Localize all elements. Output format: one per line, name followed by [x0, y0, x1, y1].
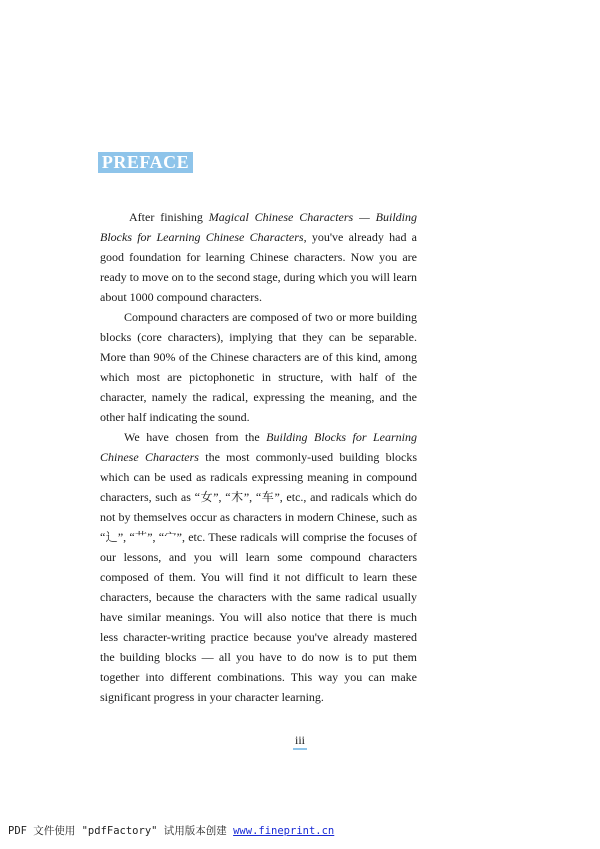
- paragraph-1-text-a: After finishing: [129, 210, 209, 224]
- page-number-label: iii: [293, 733, 307, 750]
- preface-heading-box: [98, 152, 193, 173]
- page-number: [0, 733, 600, 748]
- paragraph-1-text-b: , you've already had a good foundation for learning Chinese characters. Now you are ready to move on to the second stage, during which you will learn about 1000 compound characters.: [100, 230, 418, 304]
- preface-body: [100, 207, 417, 707]
- paragraph-3-text-a: We have chosen from the: [124, 430, 267, 444]
- paragraph-2: Compound characters are composed of two or more building blocks (core characters), implying that they can be separable. More than 90% of the Chinese characters are of this kind, among which most are pictophonetic in structure, with half of the character, namely the radical, expressing the meaning, and the other half indicating the sound.: [100, 310, 417, 424]
- footer-text: PDF 文件使用 "pdfFactory" 试用版本创建: [8, 825, 234, 837]
- pdf-footer: [8, 823, 334, 838]
- footer-link[interactable]: www.fineprint.cn: [233, 825, 335, 837]
- book-title-2: Building Blocks for Learning Chinese Characters: [100, 430, 418, 464]
- book-title: Magical Chinese Characters — Building Blocks for Learning Chinese Characters: [100, 210, 417, 244]
- paragraph-3-text-b: the most commonly-used building blocks which can be used as radicals expressing meaning in compound characters, such as “女”, “木”, “车”, etc., and radicals which do not by themselves occur as characters in modern Chinese, such as “辶”, “艹”, “宀”, etc. These radicals will comprise the focuses of our lessons, and you will learn some compound characters composed of them. You will find it not difficult to learn these characters, because the characters with the same radical usually have similar meanings. You will also notice that there is much less character-writing practice because you've already mastered the building blocks — all you have to do now is to put them together into different combinations. This way you can make significant progress in your character learning.: [100, 450, 417, 704]
- page-title: PREFACE: [101, 152, 190, 172]
- paragraph-3: [100, 427, 417, 707]
- paragraph-1: [100, 207, 417, 307]
